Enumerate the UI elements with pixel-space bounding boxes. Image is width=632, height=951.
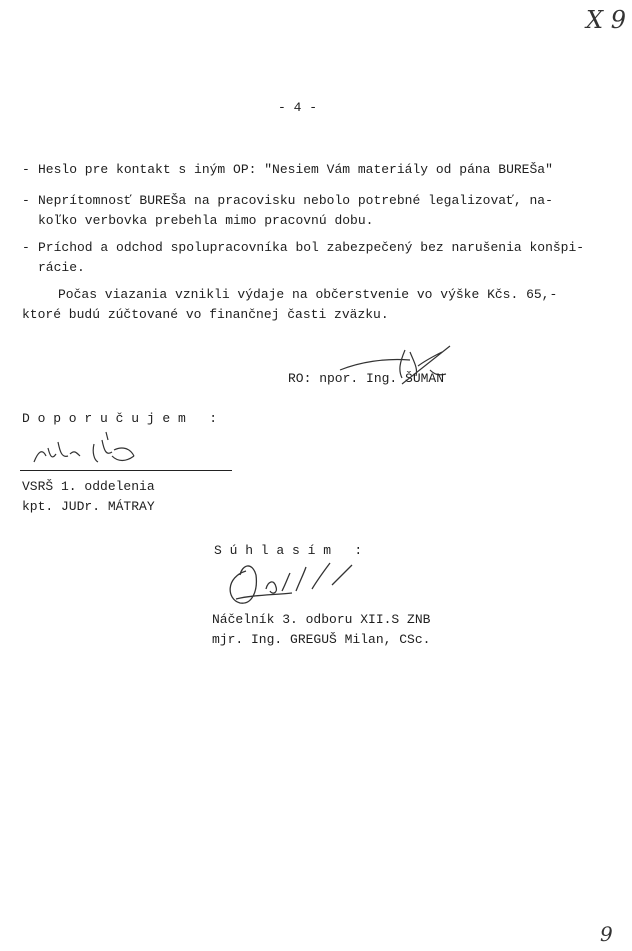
page-number: - 4 - [278, 100, 318, 115]
agree-handwritten-signature [212, 555, 372, 615]
bullet-dash: - [22, 193, 30, 208]
recommend-line-1: VSRŠ 1. oddelenia [22, 479, 155, 494]
bullet-2-line-1: Neprítomnosť BUREŠa na pracovisku nebolo potrebné legalizovať, na- [38, 193, 553, 208]
recommend-handwritten-signature [22, 426, 152, 471]
recommend-line-2: kpt. JUDr. MÁTRAY [22, 499, 155, 514]
ro-signature-line: RO: npor. Ing. ŠUMAN [288, 371, 445, 386]
bullet-3-line-2: rácie. [38, 260, 85, 275]
recommend-signature-rule [20, 470, 232, 471]
bullet-2-line-2: koľko verbovka prebehla mimo pracovnú dobu. [38, 213, 374, 228]
handwritten-page-mark: X 9 [586, 6, 626, 34]
agree-line-2: mjr. Ing. GREGUŠ Milan, CSc. [212, 632, 431, 647]
bullet-dash: - [22, 240, 30, 255]
agree-line-1: Náčelník 3. odboru XII.S ZNB [212, 612, 431, 627]
agree-heading: S ú h l a s í m : [214, 543, 363, 558]
bullet-dash: - [22, 162, 30, 177]
bullet-3-line-1: Príchod a odchod spolupracovníka bol zabezpečený bez narušenia konšpi- [38, 240, 585, 255]
recommend-heading: D o p o r u č u j e m : [22, 411, 218, 426]
paragraph-line-1: Počas viazania vznikli výdaje na občerstvenie vo výške Kčs. 65,- [58, 287, 558, 302]
paragraph-line-2: ktoré budú zúčtované vo finančnej časti zväzku. [22, 307, 389, 322]
bullet-1-line-1: Heslo pre kontakt s iným OP: "Nesiem Vám materiály od pána BUREŠa" [38, 162, 553, 177]
handwritten-footer-mark: 9 [600, 922, 613, 946]
